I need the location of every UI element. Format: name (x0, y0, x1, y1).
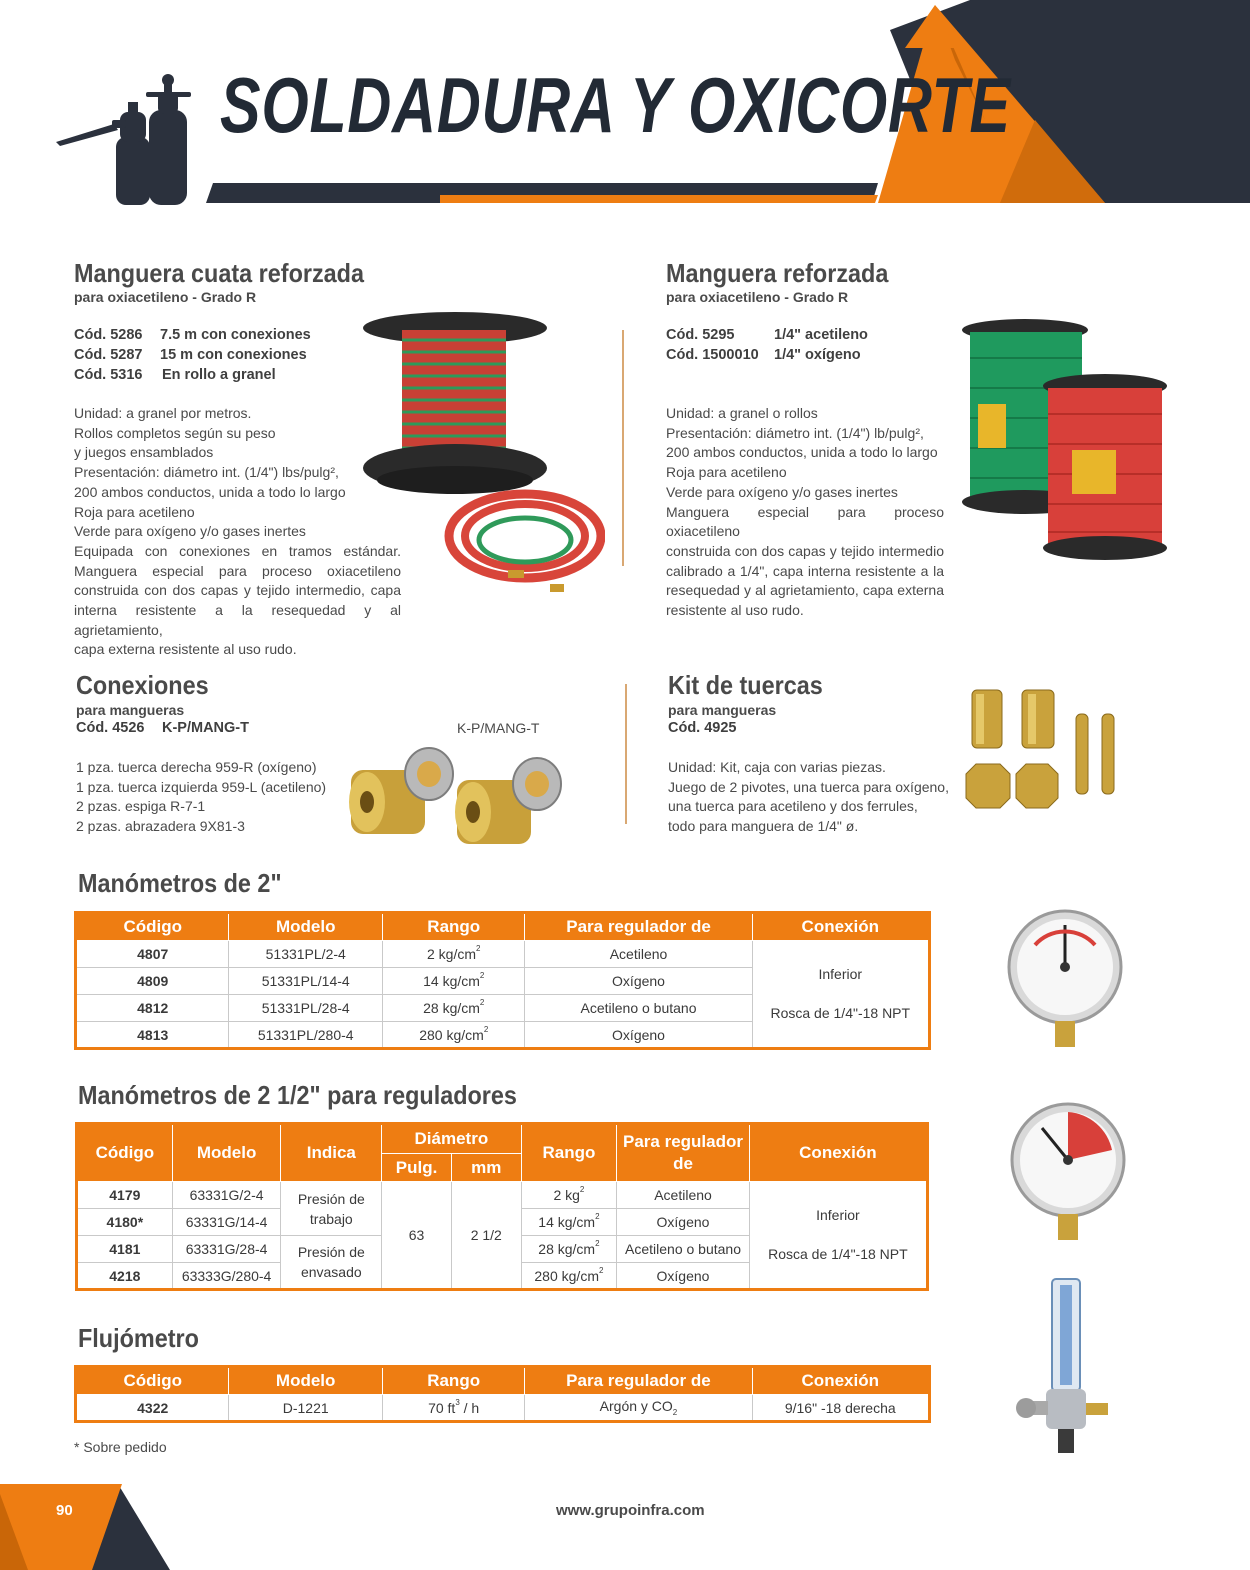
product-code: Cód. 4925 (668, 720, 737, 736)
cell-code: 4218 (77, 1263, 173, 1290)
cell-model: 63331G/28-4 (172, 1236, 281, 1263)
pressure-gauge-image (1005, 905, 1125, 1050)
desc-line: Manguera especial para proceso oxiacetileno (666, 503, 944, 540)
cell-indicates: Presión de envasado (281, 1236, 382, 1290)
cell-model: 63331G/2-4 (172, 1182, 281, 1209)
product-description (74, 404, 401, 660)
footer-url[interactable]: www.grupoinfra.com (556, 1502, 705, 1519)
column-divider (625, 684, 627, 824)
product-title: Manguera cuata reforzada (74, 258, 364, 288)
product-title: Kit de tuercas (668, 670, 823, 700)
cell-regulator: Oxígeno (617, 1263, 750, 1290)
product-code-desc: 1/4" acetileno (774, 327, 868, 343)
column-header: Para regulador de (525, 1367, 752, 1395)
product-codes (76, 720, 249, 740)
product-description (668, 758, 949, 837)
range-sup: 2 (595, 1212, 600, 1221)
product-subtitle: para oxiacetileno - Grado R (74, 289, 257, 305)
cell-code: 4807 (76, 941, 229, 968)
section-title: Flujómetro (78, 1323, 199, 1353)
desc-line: Unidad: a granel por metros. (74, 405, 252, 421)
gauges-2-table (74, 911, 931, 1050)
range-sup: 2 (595, 1239, 600, 1248)
desc-line: Manguera especial para proceso oxiacetileno (74, 562, 401, 579)
connection-line: Rosca de 1/4"-18 NPT (768, 1246, 908, 1262)
product-code: Cód. 5316 (74, 367, 143, 383)
product-title: Conexiones (76, 670, 209, 700)
cell-connection: 9/16" -18 derecha (752, 1395, 929, 1422)
footer-graphic (0, 1484, 170, 1570)
desc-line: interna resistente a la resequedad y al agrietamiento, (74, 602, 401, 638)
product-code-desc: En rollo a granel (162, 367, 276, 383)
cell-model: 51331PL/28-4 (229, 995, 383, 1022)
cell-model: 63331G/14-4 (172, 1209, 281, 1236)
desc-line: construida con dos capas y tejido intermedio (666, 542, 944, 559)
section-title: Manómetros de 2 1/2" para reguladores (78, 1080, 517, 1110)
column-header: Código (76, 913, 229, 941)
cell-indicates: Presión de trabajo (281, 1182, 382, 1236)
page-title: SOLDADURA Y OXICORTE (220, 61, 1011, 149)
column-header: Conexión (752, 913, 929, 941)
cell-model: 51331PL/2-4 (229, 941, 383, 968)
product-codes (666, 327, 868, 367)
product-subtitle: para mangueras (76, 702, 185, 718)
range-sup: 2 (579, 1185, 585, 1194)
column-header: Modelo (229, 1367, 382, 1395)
connection-line: Rosca de 1/4"-18 NPT (770, 1005, 911, 1021)
range-sup: 2 (479, 971, 485, 980)
product-code: Cód. 5295 (666, 327, 735, 343)
range-value: 280 kg/cm (419, 1026, 484, 1043)
product-description (666, 404, 944, 621)
desc-line: 1 pza. tuerca izquierda 959-L (acetileno) (76, 778, 327, 795)
product-code-desc: 7.5 m con conexiones (160, 327, 311, 343)
column-header: Código (77, 1124, 173, 1182)
range-unit: / h (459, 1399, 480, 1416)
cell-model: 51331PL/280-4 (229, 1022, 383, 1049)
range-sup: 3 (455, 1397, 460, 1407)
desc-line: todo para manguera de 1/4" ø. (668, 818, 859, 835)
column-header: Modelo (172, 1124, 281, 1182)
product-code-desc: 1/4" oxígeno (774, 347, 861, 363)
desc-line: Equipada con conexiones en tramos estándar. (74, 542, 401, 559)
product-codes (668, 720, 737, 740)
product-code-desc: K-P/MANG-T (162, 720, 249, 736)
desc-line: capa externa resistente al uso rudo. (74, 641, 297, 658)
image-label: K-P/MANG-T (457, 720, 540, 736)
product-code: Cód. 5286 (74, 327, 143, 343)
cell-regulator: Acetileno (617, 1182, 750, 1209)
desc-line: Roja para acetileno (74, 503, 195, 520)
brass-connectors-image (345, 732, 575, 847)
cell-range (383, 968, 525, 995)
desc-line: Verde para oxígeno y/o gases inertes (666, 483, 898, 500)
column-header: Para regulador de (525, 913, 752, 941)
flowmeter-image (1010, 1275, 1120, 1460)
range-value: 280 kg/cm (534, 1267, 599, 1284)
product-code: Cód. 4526 (76, 720, 145, 736)
desc-line: 2 pzas. espiga R-7-1 (76, 798, 206, 815)
footnote: * Sobre pedido (74, 1439, 167, 1455)
cell-code: 4813 (76, 1022, 229, 1049)
product-code: Cód. 5287 (74, 347, 143, 363)
table-row (77, 1182, 928, 1209)
hose-spools-image (960, 318, 1170, 563)
desc-line: 200 ambos conductos, unida a todo lo largo (74, 483, 346, 500)
cell-model: D-1221 (229, 1395, 382, 1422)
desc-line: construida con dos capas y tejido intermedio, capa (74, 582, 401, 599)
cell-range (521, 1263, 617, 1290)
cell-range (383, 1022, 525, 1049)
cell-range (521, 1209, 617, 1236)
range-value: 28 kg/cm (423, 1000, 480, 1016)
column-header: Diámetro (382, 1124, 521, 1154)
nut-kit-image (960, 686, 1135, 816)
cell-range (521, 1236, 617, 1263)
column-header: Modelo (229, 913, 383, 941)
product-subtitle: para mangueras (668, 702, 777, 718)
range-value: 2 kg (553, 1187, 580, 1203)
gauges-2-5-table (75, 1122, 929, 1291)
desc-line: resistente al uso rudo. (666, 602, 804, 619)
cell-code: 4181 (77, 1236, 173, 1263)
column-header: mm (451, 1154, 521, 1182)
connection-line: Inferior (816, 1207, 860, 1223)
range-value: 2 kg/cm (427, 946, 477, 962)
product-code: Cód. 1500010 (666, 347, 759, 363)
cell-range (383, 941, 525, 968)
column-header: Indica (281, 1124, 382, 1182)
product-title: Manguera reforzada (666, 258, 889, 288)
range-sup: 2 (476, 944, 481, 953)
cell-code: 4179 (77, 1182, 173, 1209)
range-value: 28 kg/cm (538, 1241, 596, 1257)
desc-line: una tuerca para acetileno y dos ferrules, (668, 798, 918, 815)
cell-code: 4812 (76, 995, 229, 1022)
product-codes (74, 327, 311, 387)
desc-line: resequedad y al agrietamiento, capa externa (666, 582, 944, 599)
cell-range (521, 1182, 617, 1209)
range-sup: 2 (483, 1024, 489, 1034)
cell-code: 4322 (76, 1395, 229, 1422)
cell-regulator: Acetileno o butano (617, 1236, 750, 1263)
cell-regulator: Acetileno o butano (525, 995, 752, 1022)
connection-line: Inferior (818, 966, 863, 982)
column-header: Rango (383, 913, 525, 941)
cell-regulator: Oxígeno (617, 1209, 750, 1236)
cell-range (383, 995, 525, 1022)
desc-line: Rollos completos según su peso (74, 424, 276, 441)
desc-line: Juego de 2 pivotes, una tuerca para oxígeno, (668, 778, 949, 795)
cell-regulator (525, 1395, 752, 1422)
product-subtitle: para oxiacetileno - Grado R (666, 289, 849, 305)
column-header: Rango (382, 1367, 524, 1395)
cell-regulator: Acetileno (525, 941, 752, 968)
section-title: Manómetros de 2" (78, 868, 282, 898)
desc-line: Unidad: Kit, caja con varias piezas. (668, 759, 886, 775)
column-header: Pulg. (382, 1154, 452, 1182)
pressure-gauge-red-image (1008, 1098, 1128, 1243)
cell-regulator: Oxígeno (525, 968, 752, 995)
range-value: 14 kg/cm (538, 1214, 596, 1230)
table-row (76, 1395, 930, 1422)
range-sup: 2 (479, 998, 485, 1007)
cell-connection (752, 941, 929, 1049)
regulator-value: Argón y CO (599, 1398, 673, 1415)
regulator-sub: 2 (672, 1407, 678, 1417)
desc-line: Verde para oxígeno y/o gases inertes (74, 523, 306, 540)
column-header: Conexión (749, 1124, 927, 1182)
column-header: Código (76, 1367, 229, 1395)
desc-line: Presentación: diámetro int. (1/4") lb/pulg², (666, 424, 924, 441)
column-header: Rango (521, 1124, 617, 1182)
cell-model: 51331PL/14-4 (229, 968, 383, 995)
desc-line: 1 pza. tuerca derecha 959-R (oxígeno) (76, 759, 317, 775)
desc-line: Roja para acetileno (666, 464, 787, 481)
hose-reel-image (360, 308, 605, 598)
page-number: 90 (56, 1502, 73, 1519)
product-description (76, 758, 326, 837)
desc-line: y juegos ensamblados (74, 444, 214, 461)
welding-torch-cylinder-icon (54, 72, 194, 207)
range-sup: 2 (598, 1265, 604, 1275)
cell-model: 63333G/280-4 (172, 1263, 281, 1290)
column-header: Conexión (752, 1367, 929, 1395)
range-value: 70 ft (428, 1399, 456, 1416)
range-value: 14 kg/cm (423, 973, 480, 989)
cell-code: 4180* (77, 1209, 173, 1236)
desc-line: calibrado a 1/4", capa interna resistente a la (666, 562, 944, 579)
product-code-desc: 15 m con conexiones (160, 347, 307, 363)
desc-line: Presentación: diámetro int. (1/4") lbs/pulg², (74, 464, 339, 481)
cell-code: 4809 (76, 968, 229, 995)
cell-range (382, 1395, 524, 1422)
cell-mm: 2 1/2 (451, 1182, 521, 1290)
flowmeter-table (74, 1365, 931, 1423)
table-row (76, 941, 930, 968)
column-header: Para regulador de (617, 1124, 750, 1182)
cell-inch: 63 (382, 1182, 452, 1290)
cell-connection (749, 1182, 927, 1290)
column-divider (622, 330, 624, 566)
desc-line: Unidad: a granel o rollos (666, 405, 818, 421)
desc-line: 2 pzas. abrazadera 9X81-3 (76, 818, 245, 835)
cell-regulator: Oxígeno (525, 1022, 752, 1049)
desc-line: 200 ambos conductos, unida a todo lo largo (666, 444, 938, 461)
